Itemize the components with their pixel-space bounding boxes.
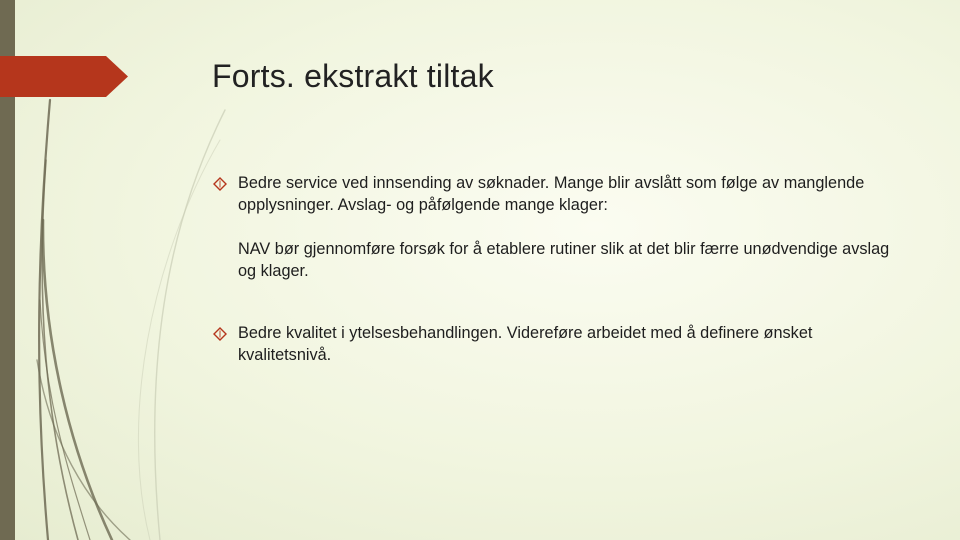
slide-content bbox=[213, 172, 893, 366]
bullet-item bbox=[213, 322, 893, 366]
bullet-text: Bedre service ved innsending av søknader. Mange blir avslått som følge av manglende opplysninger. Avslag- og påfølgende mange klager: bbox=[238, 174, 865, 214]
diamond-bullet-icon bbox=[213, 327, 227, 341]
continuation-text: NAV bør gjennomføre forsøk for å etablere rutiner slik at det blir færre unødvendige avslag og klager. bbox=[238, 240, 890, 280]
title-accent-tab bbox=[0, 56, 128, 97]
slide-title: Forts. ekstrakt tiltak bbox=[212, 58, 494, 94]
diamond-bullet-icon bbox=[213, 177, 227, 191]
bullet-text: Bedre kvalitet i ytelsesbehandlingen. Videreføre arbeidet med å definere ønsket kvalitetsnivå. bbox=[238, 324, 813, 364]
bullet-continuation bbox=[213, 238, 893, 282]
bullet-item bbox=[213, 172, 893, 216]
